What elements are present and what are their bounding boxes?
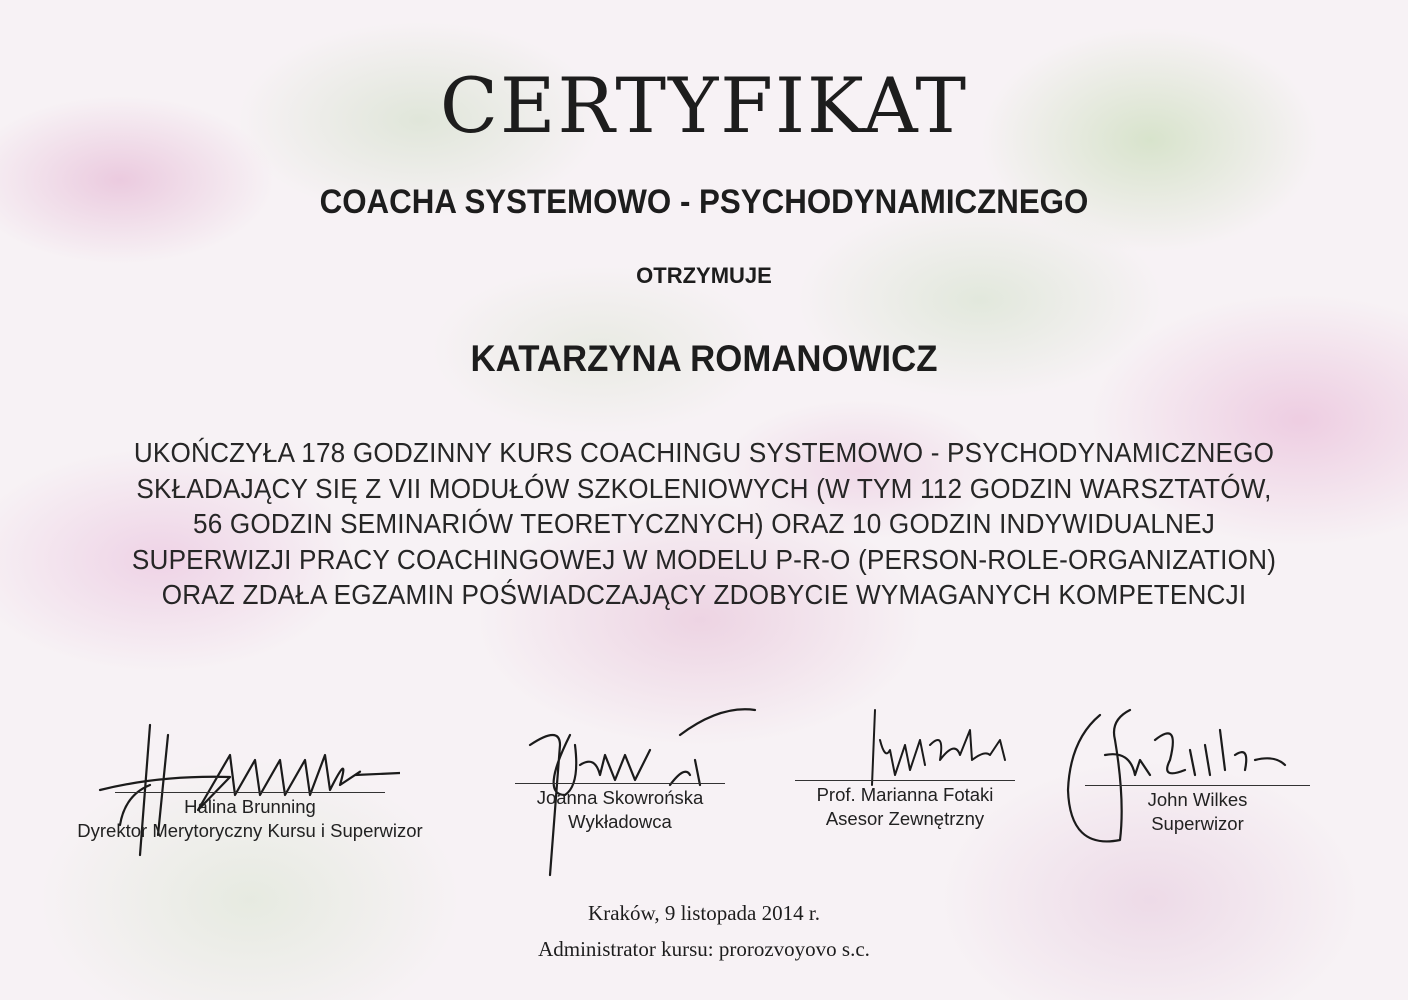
signatory-role: Asesor Zewnętrzny [825, 808, 985, 829]
signatory-name: Halina Brunning [184, 796, 316, 817]
receives-label: OTRZYMUJE [636, 263, 772, 288]
signatory-name: Prof. Marianna Fotaki [816, 784, 994, 805]
certificate-subtitle: COACHA SYSTEMOWO - PSYCHODYNAMICZNEGO [319, 183, 1089, 221]
certificate-body [84, 435, 1324, 613]
signature-line [1085, 785, 1310, 786]
certificate-title: CERTYFIKAT [439, 61, 969, 150]
signatory-role: Superwizor [1151, 813, 1244, 834]
signatory-name: John Wilkes [1147, 789, 1248, 810]
body-line: UKOŃCZYŁA 178 GODZINNY KURS COACHINGU SYSTEMOWO - PSYCHODYNAMICZNEGO [133, 437, 1275, 468]
signature-block-4 [1085, 785, 1310, 836]
place-date: Kraków, 9 listopada 2014 r. [588, 901, 820, 925]
signatory-role: Wykładowca [568, 811, 672, 832]
body-line: ORAZ ZDAŁA EGZAMIN POŚWIADCZAJĄCY ZDOBYCIE WYMAGANYCH KOMPETENCJI [161, 579, 1247, 610]
recipient-name: KATARZYNA ROMANOWICZ [470, 338, 938, 379]
signature-block-2 [470, 783, 770, 834]
signatory-role: Dyrektor Merytoryczny Kursu i Superwizor [77, 820, 423, 841]
body-line: 56 GODZIN SEMINARIÓW TEORETYCZNYCH) ORAZ 10 GODZIN INDYWIDUALNEJ [193, 508, 1215, 539]
signature-block-3 [770, 780, 1040, 831]
signatory-name: Joanna Skowrońska [536, 787, 704, 808]
body-line: SUPERWIZJI PRACY COACHINGOWEJ W MODELU P-R-O (PERSON-ROLE-ORGANIZATION) [131, 543, 1277, 575]
signature-line [795, 780, 1015, 781]
signature-line [115, 792, 385, 793]
signature-block-1 [40, 792, 460, 843]
signature-john-wilkes [1060, 700, 1290, 860]
signature-line [515, 783, 725, 784]
body-line: SKŁADAJĄCY SIĘ Z VII MODUŁÓW SZKOLENIOWYCH (W TYM 112 GODZIN WARSZTATÓW, [136, 472, 1272, 504]
administrator: Administrator kursu: prorozvoyovo s.c. [538, 937, 870, 961]
signature-marianna-fotaki [860, 700, 1020, 790]
